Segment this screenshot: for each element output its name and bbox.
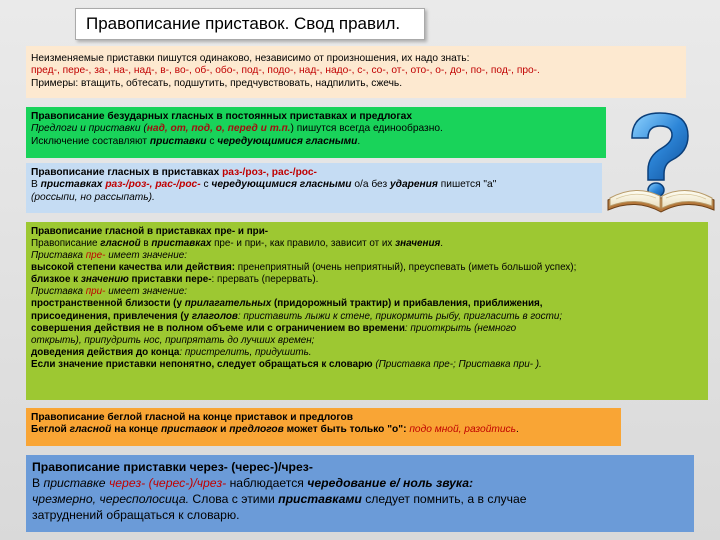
highlight-span: чередование (307, 475, 387, 490)
text-span: Исключение составляют (31, 135, 150, 147)
highlight-span: гласной (69, 424, 112, 436)
text-span: пренеприятный (очень неприятный), преуспевать (иметь большой успех); (235, 262, 577, 274)
text-span: Слова с этими (189, 491, 279, 506)
rule-line: открыть), припудрить нос, припрятать до лучших времен; (31, 334, 315, 346)
rule-line (31, 179, 597, 191)
rule-line (31, 250, 703, 262)
rule-line (31, 286, 703, 298)
text-span: . (515, 424, 519, 436)
text-span: Если значение приставки непонятно, следует обращаться к словарю (31, 358, 373, 370)
rule-box-unchangeable-prefixes (26, 46, 686, 98)
highlight-span: значения (395, 238, 441, 250)
highlight-span: подо мной, разойтись (409, 424, 516, 436)
text-span: Беглой (31, 424, 70, 436)
highlight-span: пре- (85, 250, 106, 262)
highlight-span: прилагательных (184, 298, 272, 310)
text-span: пре- и при-, как правило, зависит от их (211, 238, 396, 250)
text-span: Правописание (31, 238, 101, 250)
rule-title: Правописание беглой гласной на конце приставок и предлогов (31, 412, 353, 423)
text-span: чрезмерно, чересполосица. (32, 491, 190, 506)
text-span: : прервать (перервать). (211, 274, 319, 286)
text-span: высокой степени качества или действия: (31, 262, 236, 274)
text-span: с (206, 135, 218, 147)
rule-box-raz-roz (26, 163, 602, 213)
text-span: : пристрелить, придушить. (179, 346, 312, 358)
text-span: на конце (111, 424, 161, 436)
text-span: (Приставка пре-; Приставка при- ). (372, 358, 542, 370)
rule-line (31, 238, 703, 250)
text-span: : приставить лыжи к стене, прикормить рыбу, пригласить в гости; (237, 310, 563, 322)
text-span: . (440, 238, 444, 250)
text-span: наблюдается (226, 475, 308, 490)
text-span: о/а без (351, 179, 390, 191)
text-span: близкое к (31, 274, 81, 286)
rule-line (32, 476, 688, 492)
rule-box-fleeting-vowel (26, 408, 621, 446)
rule-line (31, 298, 703, 310)
text-span: может быть только "о": (283, 424, 410, 436)
rule-box-cherez (26, 455, 694, 532)
text-span: Предлоги и приставки ( (31, 123, 147, 135)
text-span: имеет значение: (105, 286, 187, 298)
highlight-span: чередующимися гласными (211, 179, 352, 191)
highlight-span: значению (80, 274, 129, 286)
question-book-icon (602, 108, 720, 220)
highlight-span: приставках (151, 238, 212, 250)
text-span: В (32, 475, 44, 490)
text-span: пишется "а" (437, 179, 497, 191)
text-span: в (140, 238, 152, 250)
text-span: Приставка (31, 250, 86, 262)
text-span: присоединения, привлечения (у (31, 310, 192, 322)
page-title: Правописание приставок. Свод правил. (75, 8, 425, 40)
rule-text: Неизменяемые приставки пишутся одинаково, независимо от произношения, их надо знать: (31, 53, 470, 64)
highlight-span: приставками (278, 491, 362, 506)
highlight-span: глаголов (191, 310, 238, 322)
rule-box-pre-pri (26, 222, 708, 400)
highlight-span: приставок (160, 424, 218, 436)
highlight-span: при- (85, 286, 106, 298)
rule-line: затруднений обращаться к словарю. (32, 507, 240, 522)
highlight-span: приставки (149, 135, 207, 147)
highlight-span: над, от, под, о, перед и т.п. (146, 123, 291, 135)
highlight-span: предлогов (229, 424, 284, 436)
rule-line (31, 136, 601, 148)
text-span: . (357, 135, 361, 147)
text-span: пространственной близости (у (31, 298, 185, 310)
rule-line (31, 123, 601, 135)
rule-line (31, 274, 703, 286)
rule-title: Правописание безударных гласных в постоянных приставках и предлогах (31, 111, 412, 122)
rule-line (31, 262, 703, 274)
rule-line (31, 311, 703, 323)
text-span: В (31, 179, 41, 191)
highlight-span: чередующимися гласными (217, 135, 358, 147)
rule-line (31, 347, 703, 359)
rule-line (31, 424, 616, 436)
rule-line (32, 492, 688, 508)
rule-title (31, 167, 597, 179)
text-span: Приставка (31, 286, 86, 298)
highlight-span: гласной (100, 238, 141, 250)
text-span: и (217, 424, 230, 436)
highlight-span: приставках (40, 179, 106, 191)
rule-line (31, 359, 703, 371)
highlight-span: раз-/роз-, рас-/рос- (222, 167, 317, 178)
highlight-span: приставке (43, 475, 106, 490)
text-span: доведения действия до конца (31, 346, 180, 358)
highlight-span: ударения (390, 179, 438, 191)
rule-title: Правописание гласной в приставках пре- и при- (31, 226, 269, 237)
rule-line: (россыпи, но рассыпать). (31, 191, 155, 203)
text-span: Правописание гласных в приставках (31, 167, 223, 178)
examples-text: Примеры: втащить, обтесать, подшутить, предчувствовать, надпилить, сжечь. (31, 77, 403, 89)
rule-box-unstressed-vowels (26, 107, 606, 158)
text-span: совершения действия не в полном объеме или с ограничением во времени (31, 322, 405, 334)
highlight-span: через- (черес-)/чрез- (105, 475, 227, 490)
rule-title: Правописание приставки через- (черес-)/чрез- (32, 460, 313, 474)
highlight-span: раз-/роз-, рас-/рос- (105, 179, 201, 191)
text-span: имеет значение: (105, 250, 187, 262)
text-span: ) пишутся всегда единообразно. (290, 123, 443, 135)
rule-line (31, 323, 703, 335)
text-span: : приоткрыть (немного (404, 322, 517, 334)
text-span: с (200, 179, 212, 191)
prefix-list: пред-, пере-, за-, на-, над-, в-, во-, об-, обо-, под-, подо-, над-, надо-, с-, со-, от-, ото-, о-, до-, по-, под-, про-. (31, 65, 540, 77)
highlight-span: е/ ноль звука: (386, 475, 474, 490)
text-span: приставки пере- (128, 274, 212, 286)
text-span: следует помнить, а в случае (361, 491, 527, 506)
text-span: (придорожный трактир) и прибавления, приближения, (271, 298, 543, 310)
